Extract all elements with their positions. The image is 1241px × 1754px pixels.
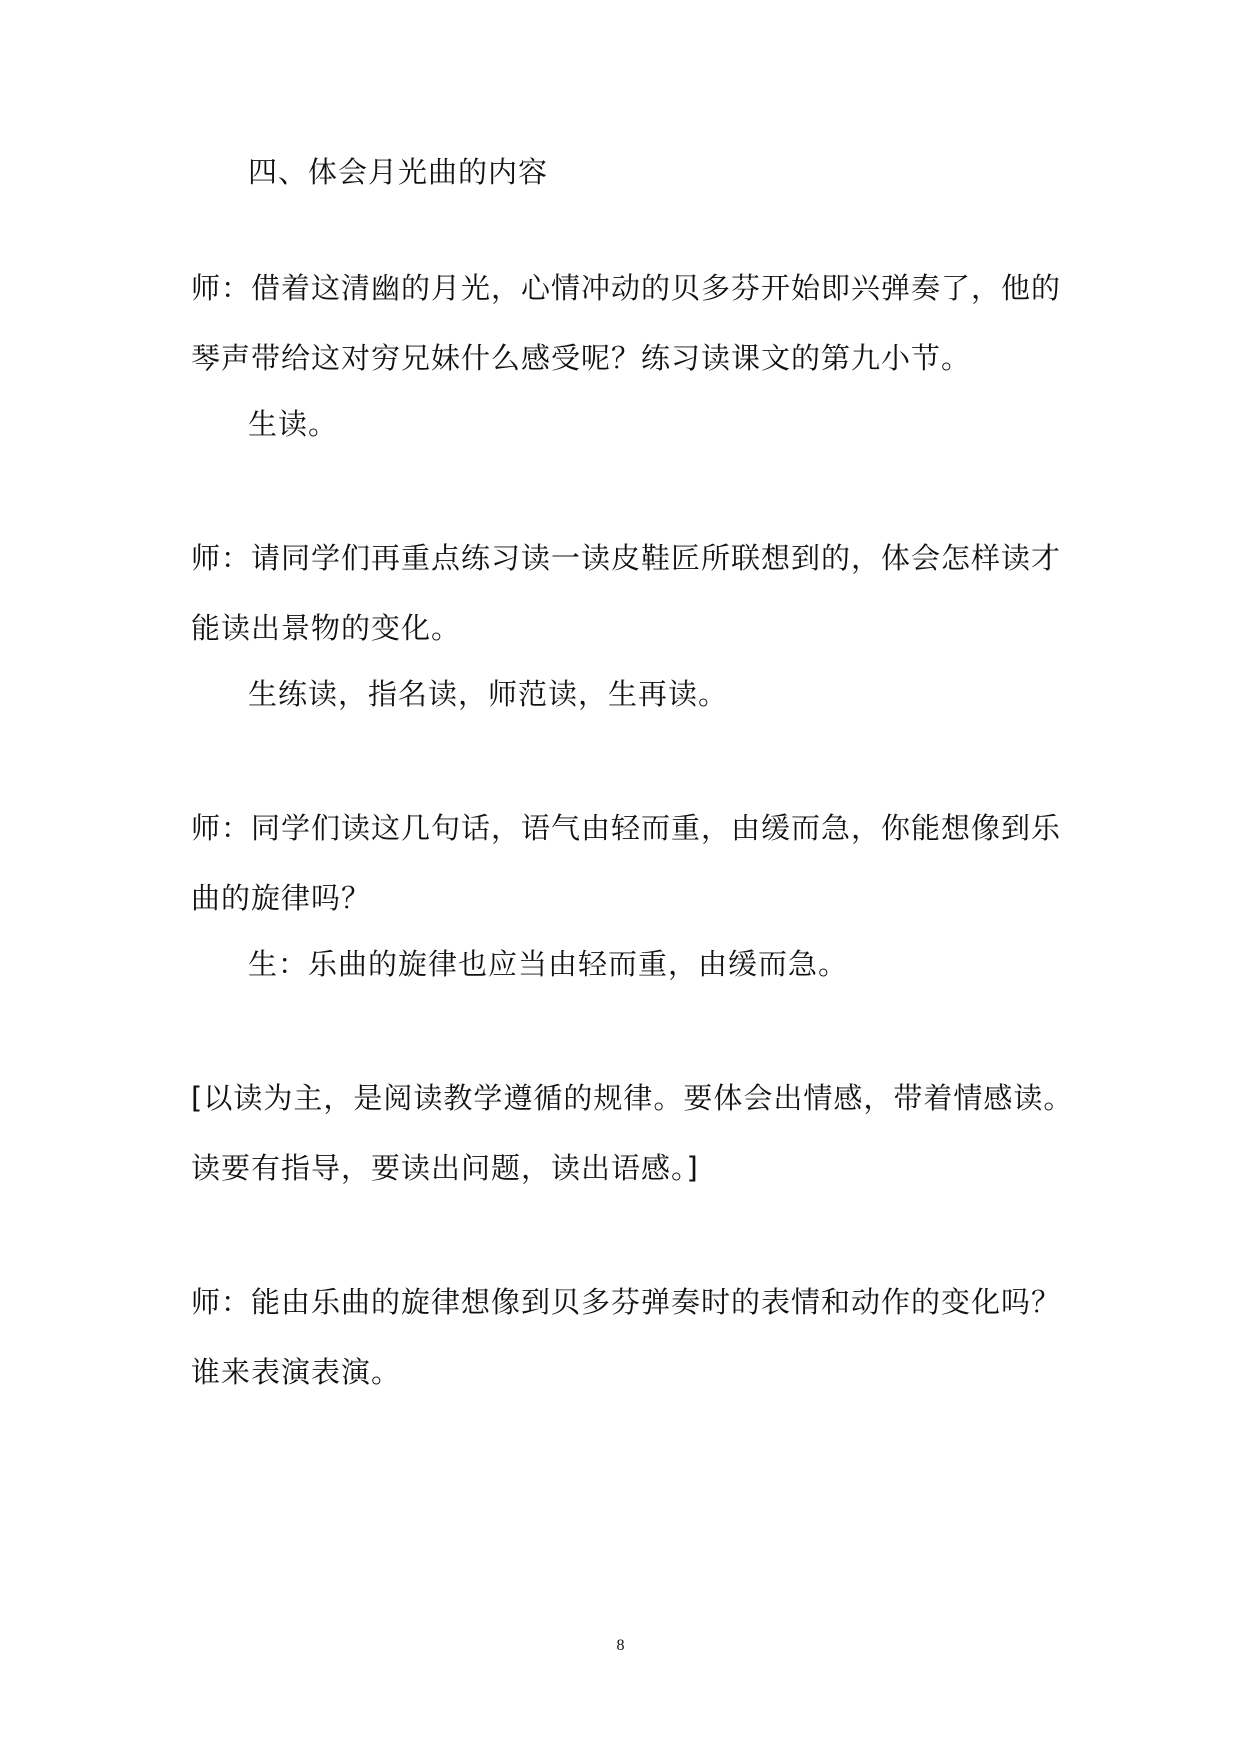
paragraph-line: 生读。 xyxy=(248,407,339,441)
paragraph-line: 师：同学们读这几句话，语气由轻而重，由缓而急，你能想像到乐 xyxy=(191,811,1062,845)
section-heading: 四、体会月光曲的内容 xyxy=(248,155,549,189)
paragraph-line: 曲的旋律吗？ xyxy=(191,881,372,915)
paragraph-line: 师：请同学们再重点练习读一读皮鞋匠所联想到的，体会怎样读才 xyxy=(191,541,1062,575)
annotation-line: 读要有指导，要读出问题，读出语感。] xyxy=(191,1151,699,1185)
paragraph-line: 谁来表演表演。 xyxy=(191,1355,402,1389)
annotation-line: [以读为主，是阅读教学遵循的规律。要体会出情感，带着情感读。 xyxy=(191,1081,1074,1115)
paragraph-line: 师：借着这清幽的月光，心情冲动的贝多芬开始即兴弹奏了，他的 xyxy=(191,271,1062,305)
paragraph-line: 能读出景物的变化。 xyxy=(191,611,462,645)
paragraph-line: 生：乐曲的旋律也应当由轻而重，由缓而急。 xyxy=(248,947,849,981)
paragraph-line: 生练读，指名读，师范读，生再读。 xyxy=(248,677,729,711)
paragraph-line: 琴声带给这对穷兄妹什么感受呢？练习读课文的第九小节。 xyxy=(191,341,972,375)
page-number: 8 xyxy=(616,1637,625,1654)
paragraph-line: 师：能由乐曲的旋律想像到贝多芬弹奏时的表情和动作的变化吗？ xyxy=(191,1285,1062,1319)
